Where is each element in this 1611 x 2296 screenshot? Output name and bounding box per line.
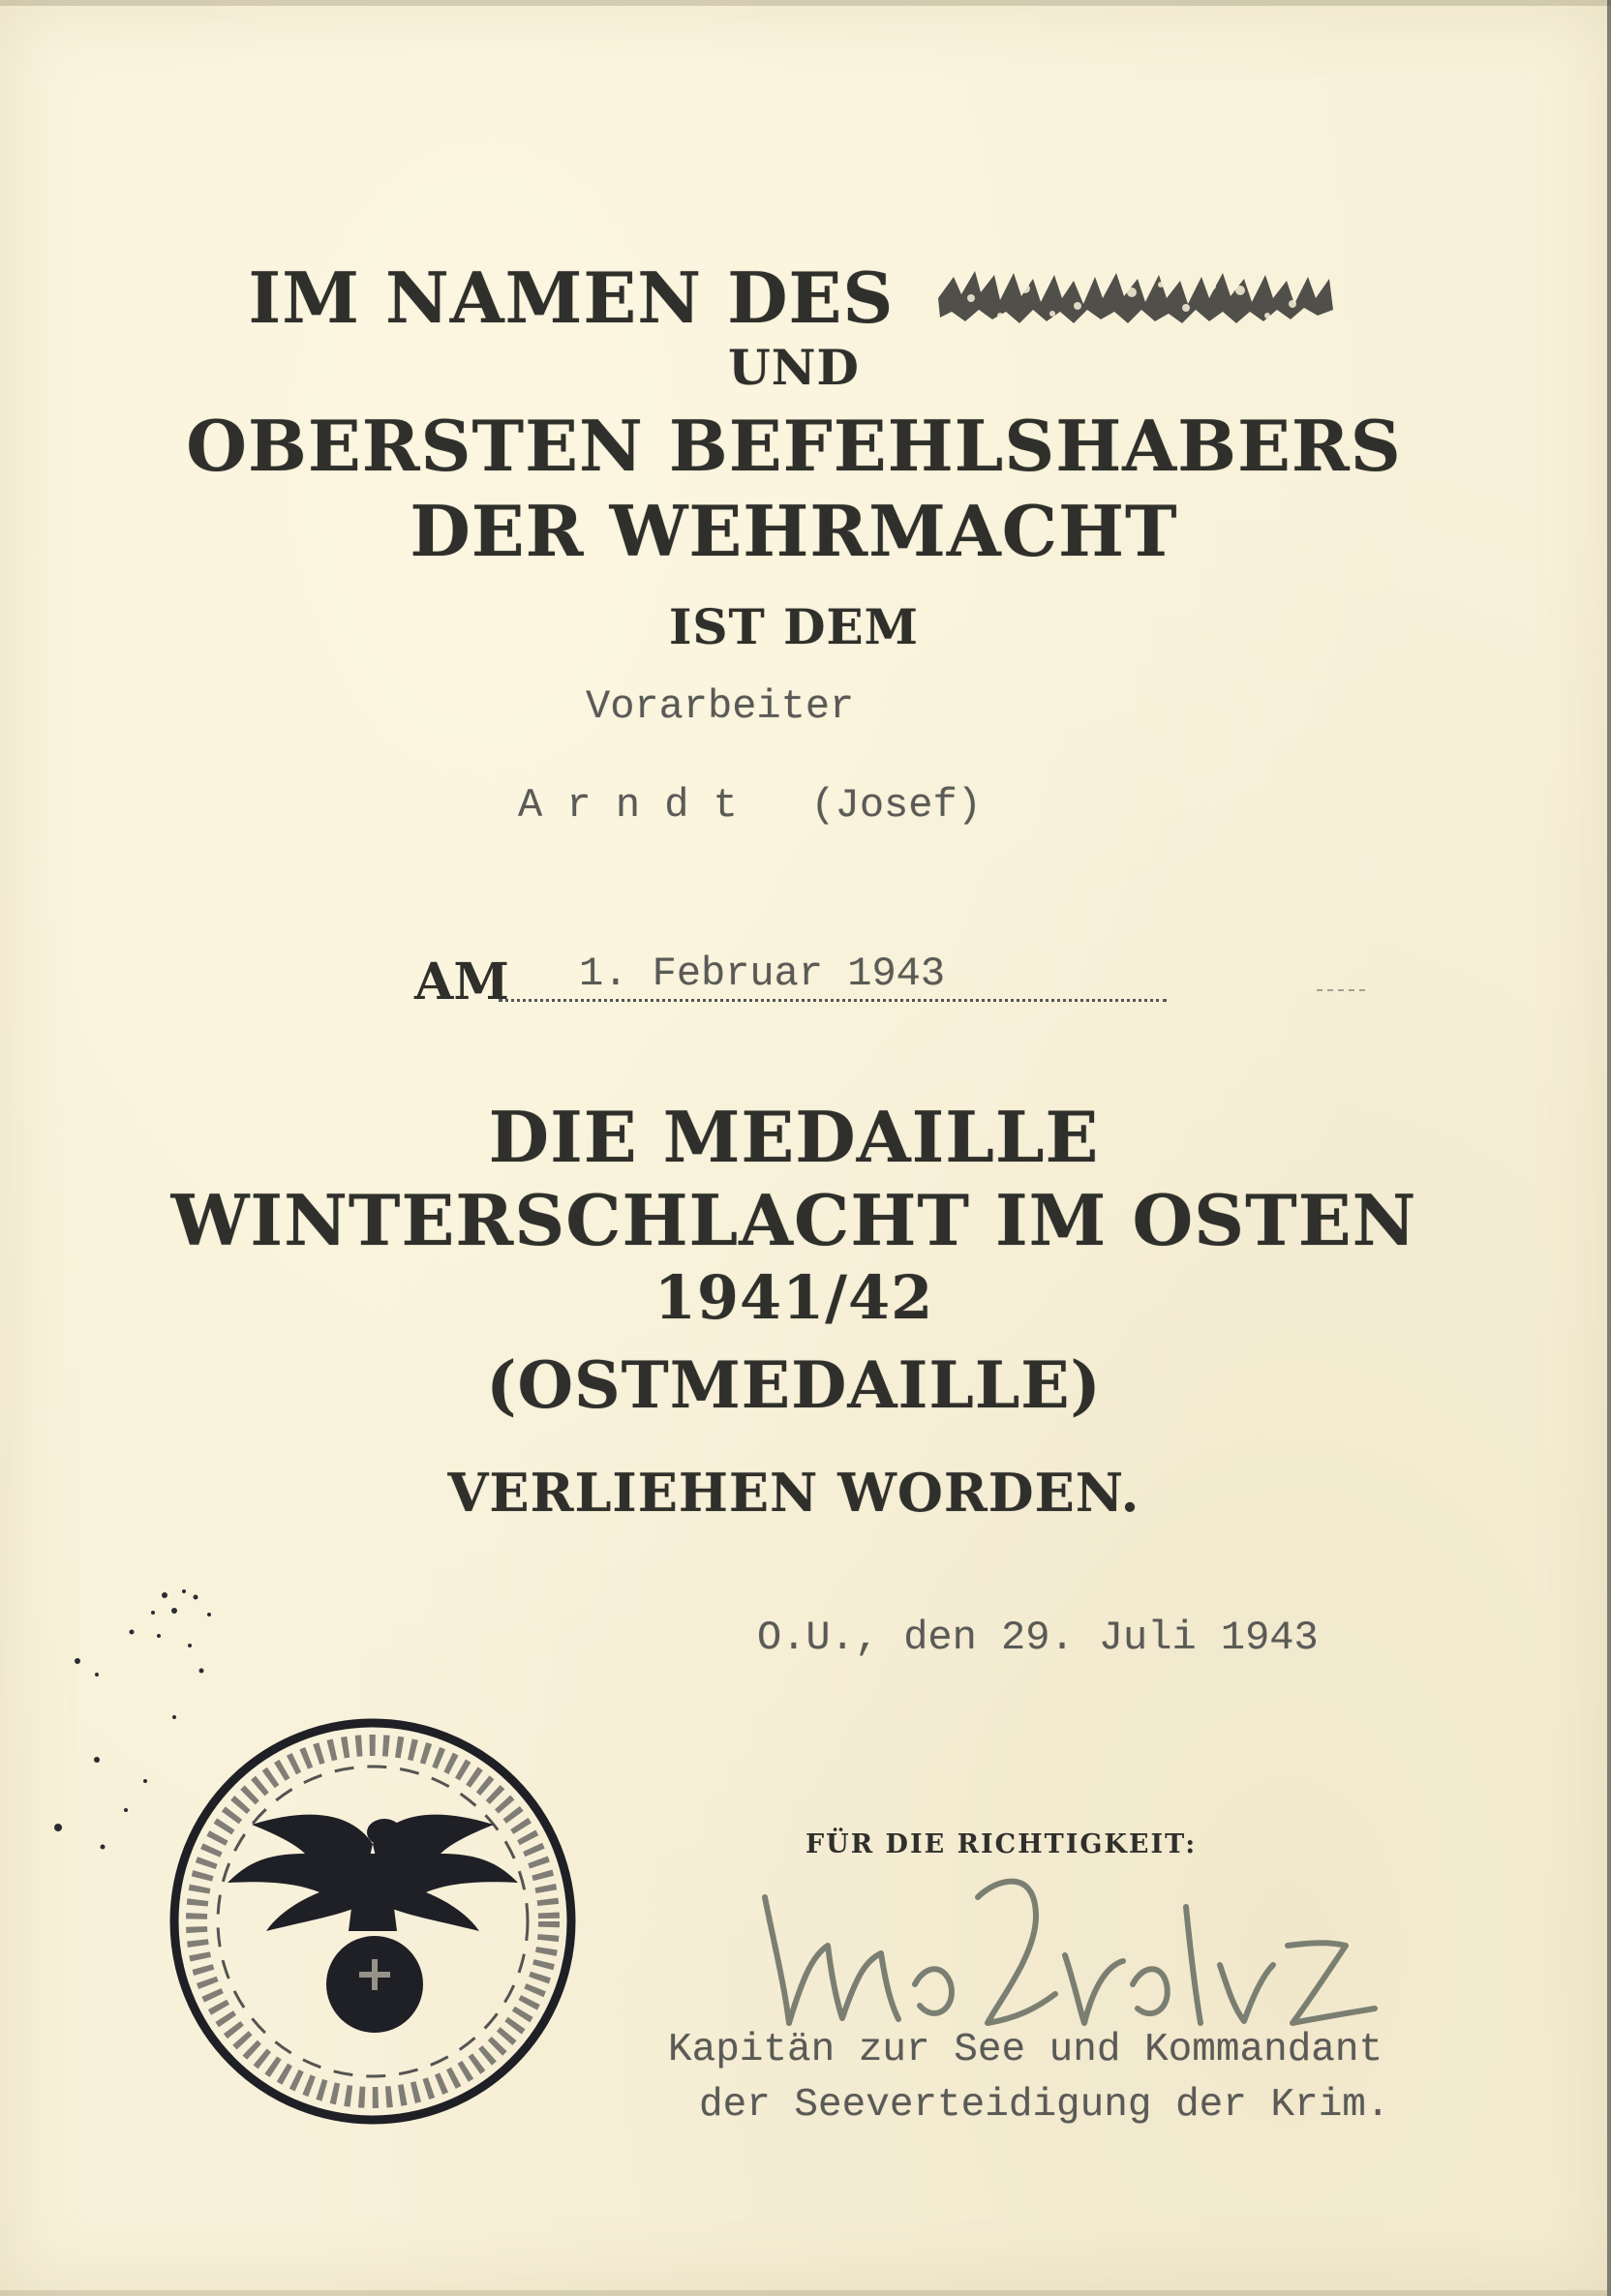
page-edge-top [0, 0, 1611, 6]
certification-label: FÜR DIE RICHTIGKEIT: [806, 1829, 1198, 1859]
page-edge-right [1607, 0, 1611, 2296]
award-date-dotted-rule [499, 999, 1167, 1002]
award-date-value: 1. Februar 1943 [579, 951, 946, 997]
heading-line-2: UND [728, 339, 860, 396]
award-line-5: VERLIEHEN WORDEN. [447, 1462, 1140, 1524]
redaction-scribble-icon [932, 259, 1339, 335]
eagle-seal-icon [160, 1708, 586, 2134]
signer-title-line-1: Kapitän zur See und Kommandant [668, 2028, 1383, 2072]
stray-mark [1317, 989, 1365, 991]
heading-line-1 [0, 250, 1588, 339]
award-line-2: WINTERSCHLACHT IM OSTEN [170, 1179, 1417, 1261]
award-date-label: AM [414, 952, 509, 1012]
award-line-4: (OSTMEDAILLE) [486, 1347, 1102, 1423]
award-line-3: 1941/42 [654, 1262, 934, 1333]
heading-line-4: DER WEHRMACHT [410, 490, 1178, 572]
page-edge-bottom [0, 2290, 1611, 2296]
heading-line-1-text: IM NAMEN DES [248, 256, 895, 339]
award-line-1: DIE MEDAILLE [488, 1096, 1100, 1178]
heading-line-3: OBERSTEN BEFEHLSHABERS [186, 405, 1402, 487]
heading-line-5: IST DEM [669, 598, 919, 655]
signer-title-line-2: der Seeverteidigung der Krim. [699, 2083, 1390, 2128]
place-and-date: O.U., den 29. Juli 1943 [757, 1615, 1319, 1661]
recipient-rank: Vorarbeiter [586, 683, 855, 730]
recipient-name: A r n d t (Josef) [518, 782, 982, 829]
